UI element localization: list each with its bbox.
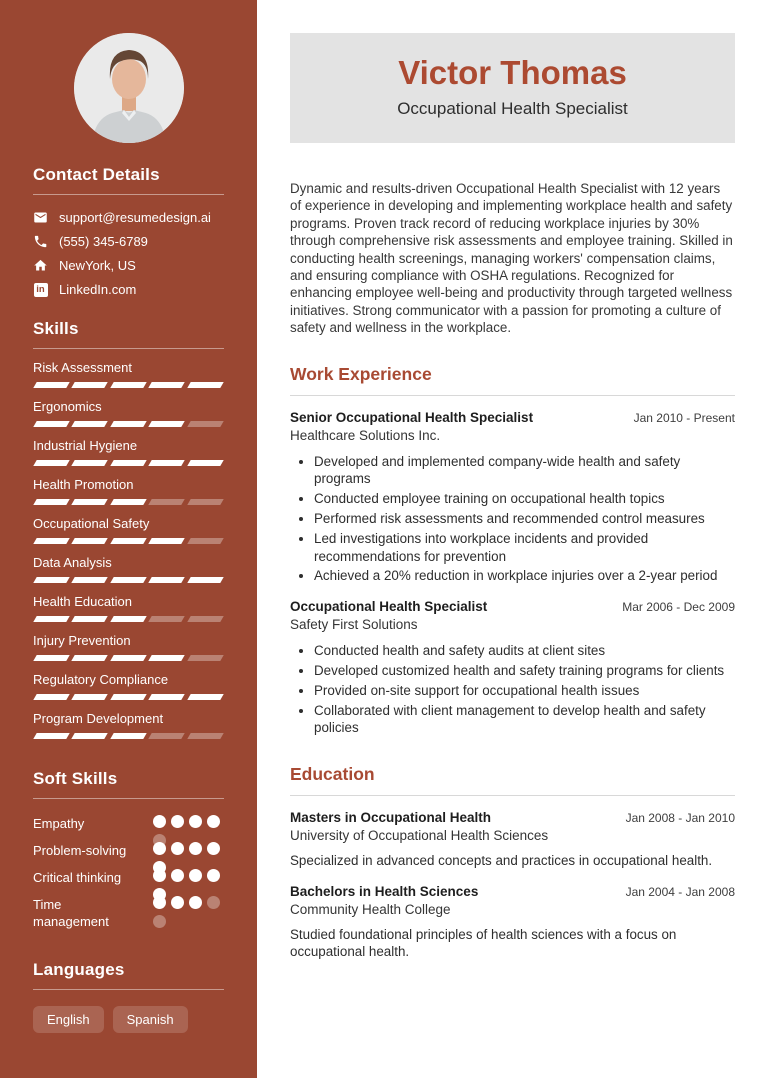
skill-item <box>33 633 224 661</box>
divider <box>33 798 224 799</box>
skill-level-segment <box>148 655 185 661</box>
skill-level-bar <box>33 694 224 700</box>
skill-name: Regulatory Compliance <box>33 672 169 687</box>
skill-level-segment <box>72 694 109 700</box>
skill-level-bar <box>33 499 224 505</box>
skill-item <box>33 594 224 622</box>
rating-dot <box>153 896 166 909</box>
rating-dot <box>153 815 166 828</box>
job-bullet: • Led investigations into workplace incidents and provided recommendations for prevention <box>314 530 735 566</box>
skill-item <box>33 516 224 544</box>
skill-level-segment <box>110 538 147 544</box>
skill-level-segment <box>187 655 224 661</box>
skill-level-bar <box>33 655 224 661</box>
professional-summary: Dynamic and results-driven Occupational Health Specialist with 12 years of experience in developing and implementing workplace health and safety programs. Proven track record of reducing workplace injuries by 30% through comprehensive risk assessments and employee training. Skilled in conducting health screenings, managing workers' compensation claims, and ensuring compliance with OSHA regulations. Recognized for enhancing employee well-being and productivity through targeted wellness initiatives. Strong communicator with a passion for promoting a culture of safety and wellness in the workplace. <box>290 181 733 336</box>
language-pill: English <box>33 1006 104 1033</box>
jobs-list <box>290 410 735 738</box>
linkedin-icon: in <box>33 282 48 297</box>
degree-name: Masters in Occupational Health <box>290 810 492 826</box>
degree-name: Bachelors in Health Sciences <box>290 883 479 899</box>
job-bullets <box>290 642 735 737</box>
education-title: Education <box>290 764 735 796</box>
rating-dot <box>207 869 220 882</box>
skills-title: Skills <box>33 319 79 338</box>
skill-name: Occupational Safety <box>33 516 150 531</box>
education-list <box>290 810 735 961</box>
job-dates: Mar 2006 - Dec 2009 <box>622 600 735 615</box>
candidate-title: Occupational Health Specialist <box>397 99 628 118</box>
skill-level-segment <box>148 382 185 388</box>
skill-level-segment <box>148 499 185 505</box>
education-entry <box>290 810 735 870</box>
job-bullet: • Developed and implemented company-wide health and safety programs <box>314 453 735 489</box>
skill-level-segment <box>187 616 224 622</box>
profile-photo <box>74 33 184 143</box>
skill-level-segment <box>72 538 109 544</box>
divider <box>33 989 224 990</box>
divider <box>33 194 224 195</box>
name-header <box>290 33 735 143</box>
soft-skill-item <box>33 869 224 886</box>
soft-skill-item <box>33 896 224 930</box>
soft-skill-name: Time management <box>33 897 109 929</box>
skill-item <box>33 711 224 739</box>
rating-dot <box>153 915 166 928</box>
skill-level-segment <box>148 538 185 544</box>
rating-dot <box>189 842 202 855</box>
education-description: Specialized in advanced concepts and practices in occupational health. <box>290 853 713 869</box>
skill-level-segment <box>148 421 185 427</box>
rating-dot <box>153 869 166 882</box>
rating-dot <box>171 815 184 828</box>
job-bullets <box>290 453 735 586</box>
skill-level-segment <box>33 421 70 427</box>
rating-dot <box>153 842 166 855</box>
skill-level-segment <box>187 538 224 544</box>
skill-level-segment <box>33 616 70 622</box>
skill-name: Health Education <box>33 594 133 609</box>
home-icon <box>33 258 48 273</box>
rating-dot <box>189 896 202 909</box>
job-bullet: • Conducted employee training on occupational health topics <box>314 490 735 508</box>
soft-skill-dots <box>153 842 224 855</box>
skills-list <box>33 360 224 739</box>
contact-text: NewYork, US <box>59 258 136 273</box>
education-entry <box>290 884 735 961</box>
skill-level-segment <box>110 616 147 622</box>
job-bullet: • Conducted health and safety audits at client sites <box>314 642 735 660</box>
job-header <box>290 410 735 425</box>
contact-text: LinkedIn.com <box>59 282 137 297</box>
school-name: Community Health College <box>290 901 451 917</box>
job-bullet: • Achieved a 20% reduction in workplace injuries over a 2-year period <box>314 567 735 585</box>
soft-skill-name: Empathy <box>33 816 85 831</box>
contact-item <box>33 258 224 273</box>
skill-name: Industrial Hygiene <box>33 438 138 453</box>
job-bullet: • Performed risk assessments and recommended control measures <box>314 510 735 528</box>
job-dates: Jan 2010 - Present <box>633 410 735 425</box>
skill-level-segment <box>33 694 70 700</box>
education-description: Studied foundational principles of health sciences with a focus on occupational health. <box>290 926 677 960</box>
soft-skills-list <box>33 815 224 930</box>
rating-dot <box>189 815 202 828</box>
languages-section <box>33 960 224 1033</box>
skill-level-segment <box>110 460 147 466</box>
education-dates: Jan 2008 - Jan 2010 <box>625 811 735 826</box>
skill-level-segment <box>148 460 185 466</box>
skill-level-segment <box>187 499 224 505</box>
job-header <box>290 599 735 614</box>
skill-level-segment <box>72 577 109 583</box>
skill-level-segment <box>110 655 147 661</box>
soft-skill-name: Critical thinking <box>33 870 122 885</box>
job-bullet: • Collaborated with client management to develop health and safety policies <box>314 702 735 738</box>
rating-dot <box>171 842 184 855</box>
job-company: Safety First Solutions <box>290 617 418 633</box>
skill-level-segment <box>72 616 109 622</box>
skill-level-bar <box>33 421 224 427</box>
skill-item <box>33 555 224 583</box>
skill-level-bar <box>33 733 224 739</box>
skill-level-segment <box>33 733 70 739</box>
contact-section <box>33 165 224 297</box>
soft-skill-dots <box>153 896 224 909</box>
soft-skills-section <box>33 769 224 930</box>
contact-title: Contact Details <box>33 165 160 184</box>
job-entry <box>290 599 735 737</box>
skill-level-segment <box>110 694 147 700</box>
skill-level-segment <box>72 499 109 505</box>
skill-level-bar <box>33 538 224 544</box>
rating-dot <box>207 815 220 828</box>
skill-name: Injury Prevention <box>33 633 131 648</box>
soft-skill-item <box>33 842 224 859</box>
job-company: Healthcare Solutions Inc. <box>290 427 441 443</box>
skill-level-segment <box>148 694 185 700</box>
main-content <box>257 0 768 1078</box>
skill-level-segment <box>187 421 224 427</box>
email-icon <box>33 210 48 225</box>
skill-item <box>33 399 224 427</box>
skill-level-segment <box>110 577 147 583</box>
skill-level-segment <box>72 655 109 661</box>
skill-level-segment <box>33 577 70 583</box>
skill-level-segment <box>148 733 185 739</box>
skill-level-bar <box>33 460 224 466</box>
skill-level-segment <box>72 733 109 739</box>
skill-level-segment <box>187 733 224 739</box>
skill-name: Program Development <box>33 711 164 726</box>
skill-name: Data Analysis <box>33 555 112 570</box>
contact-text: (555) 345-6789 <box>59 234 148 249</box>
skill-level-bar <box>33 616 224 622</box>
education-header <box>290 810 735 825</box>
skill-level-segment <box>33 655 70 661</box>
education-section <box>290 764 735 961</box>
rating-dot <box>189 869 202 882</box>
skill-item <box>33 672 224 700</box>
contact-item <box>33 234 224 249</box>
skill-level-segment <box>33 499 70 505</box>
candidate-name: Victor Thomas <box>398 54 627 91</box>
skill-level-segment <box>72 382 109 388</box>
education-header <box>290 884 735 899</box>
sidebar <box>0 0 257 1078</box>
skill-level-segment <box>33 538 70 544</box>
skill-level-bar <box>33 577 224 583</box>
skill-level-segment <box>148 577 185 583</box>
contact-item <box>33 282 224 297</box>
skill-item <box>33 477 224 505</box>
job-bullet: • Provided on-site support for occupational health issues <box>314 682 735 700</box>
skill-name: Health Promotion <box>33 477 134 492</box>
skill-level-segment <box>148 616 185 622</box>
rating-dot <box>171 896 184 909</box>
skill-item <box>33 360 224 388</box>
job-role: Senior Occupational Health Specialist <box>290 409 534 425</box>
job-bullet: • Developed customized health and safety training programs for clients <box>314 662 735 680</box>
skill-level-segment <box>187 460 224 466</box>
contact-text: support@resumedesign.ai <box>59 210 211 225</box>
school-name: University of Occupational Health Sciences <box>290 828 549 844</box>
education-dates: Jan 2004 - Jan 2008 <box>625 884 735 899</box>
divider <box>33 348 224 349</box>
job-entry <box>290 410 735 586</box>
phone-icon <box>33 234 48 249</box>
soft-skills-title: Soft Skills <box>33 769 118 788</box>
skill-level-segment <box>33 460 70 466</box>
soft-skill-dots <box>153 869 224 882</box>
work-experience-section <box>290 364 735 738</box>
skill-level-segment <box>187 382 224 388</box>
soft-skill-name: Problem-solving <box>33 843 127 858</box>
skill-level-segment <box>72 421 109 427</box>
skill-item <box>33 438 224 466</box>
skill-level-segment <box>110 499 147 505</box>
rating-dot <box>171 869 184 882</box>
skill-level-segment <box>110 421 147 427</box>
skill-level-segment <box>110 382 147 388</box>
languages-title: Languages <box>33 960 125 979</box>
skill-name: Ergonomics <box>33 399 102 414</box>
work-experience-title: Work Experience <box>290 364 735 396</box>
skill-level-segment <box>110 733 147 739</box>
soft-skill-dots <box>153 815 224 828</box>
contact-list <box>33 210 224 297</box>
rating-dot <box>207 842 220 855</box>
job-role: Occupational Health Specialist <box>290 599 488 615</box>
skill-level-segment <box>187 694 224 700</box>
languages-list <box>33 1006 224 1033</box>
skills-section <box>33 319 224 739</box>
skill-level-segment <box>187 577 224 583</box>
language-pill: Spanish <box>113 1006 188 1033</box>
contact-item <box>33 210 224 225</box>
avatar-illustration <box>74 33 184 143</box>
skill-level-segment <box>72 460 109 466</box>
skill-level-bar <box>33 382 224 388</box>
soft-skill-item <box>33 815 224 832</box>
skill-name: Risk Assessment <box>33 360 132 375</box>
skill-level-segment <box>33 382 70 388</box>
rating-dot <box>207 896 220 909</box>
